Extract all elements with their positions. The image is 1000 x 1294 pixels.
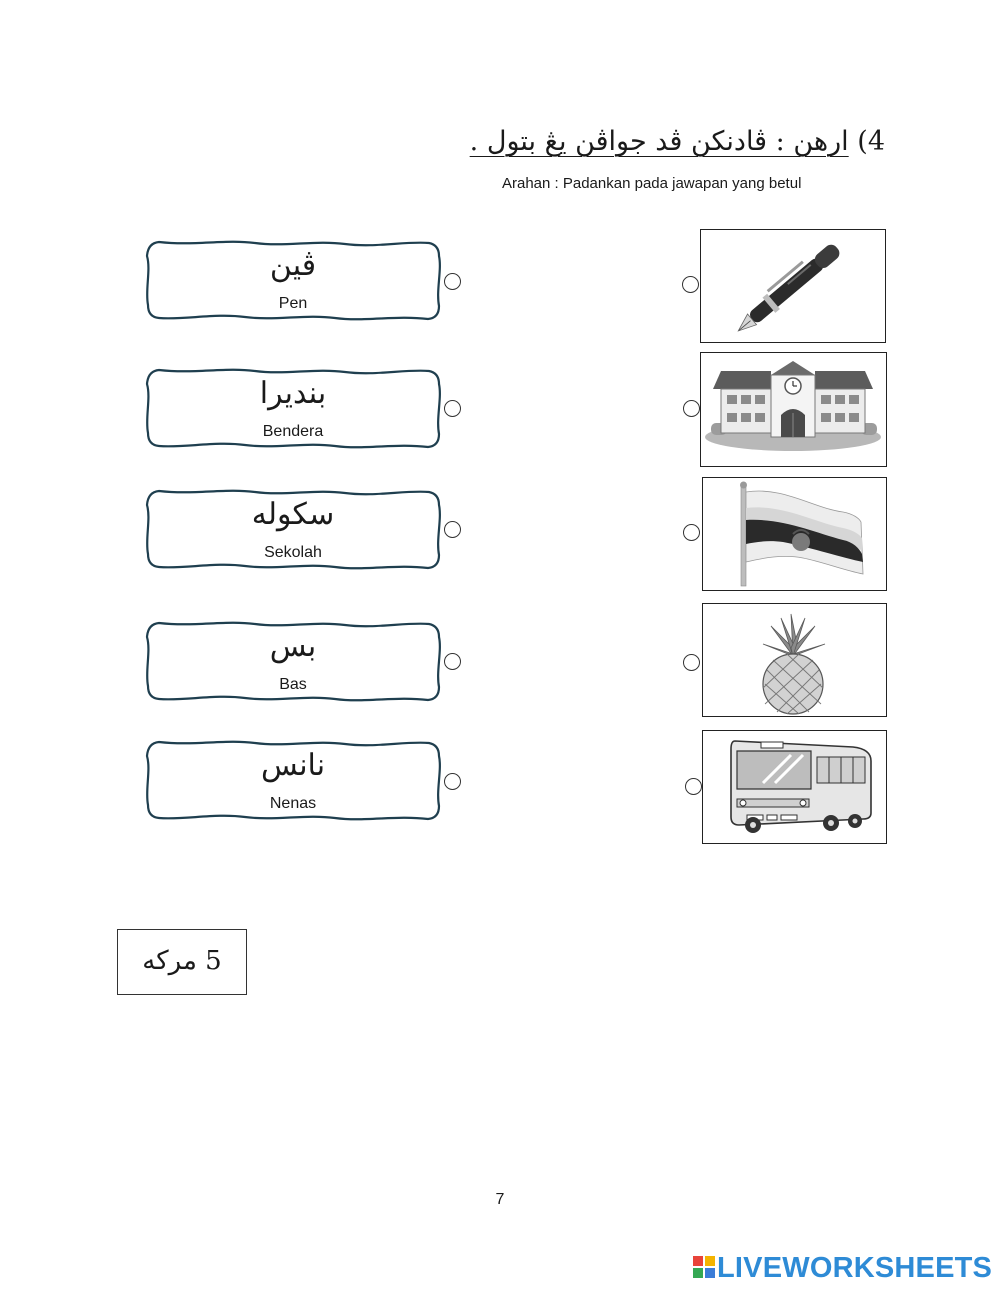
word-card-sekolah bbox=[145, 489, 441, 571]
word-jawi: نانس bbox=[260, 748, 326, 783]
picture-box-bus bbox=[702, 730, 887, 844]
word-jawi: ڤين bbox=[269, 248, 317, 283]
right-match-dot-4[interactable] bbox=[683, 654, 700, 671]
left-match-dot-2[interactable] bbox=[444, 400, 461, 417]
school-building-icon bbox=[701, 353, 885, 465]
word-rumi: Bendera bbox=[262, 423, 324, 440]
left-match-dot-1[interactable] bbox=[444, 273, 461, 290]
right-match-dot-3[interactable] bbox=[683, 524, 700, 541]
picture-box-flag bbox=[702, 477, 887, 591]
question-title bbox=[440, 118, 885, 166]
right-match-dot-5[interactable] bbox=[685, 778, 702, 795]
word-card-bas bbox=[145, 621, 441, 703]
question-number: 4) bbox=[857, 126, 885, 157]
word-card-pen bbox=[145, 240, 441, 322]
question-instruction-latin: Arahan : Padankan pada jawapan yang betul bbox=[502, 175, 802, 192]
word-rumi: Pen bbox=[278, 295, 308, 312]
right-match-dot-1[interactable] bbox=[682, 276, 699, 293]
left-match-dot-4[interactable] bbox=[444, 653, 461, 670]
question-instruction-jawi: ارهن : ڤادنكن ڤد جواڤن يڠ بتول . bbox=[469, 126, 849, 157]
page-number: 7 bbox=[495, 1191, 505, 1208]
logo-squares-icon bbox=[693, 1256, 715, 1278]
left-match-dot-5[interactable] bbox=[444, 773, 461, 790]
right-match-dot-2[interactable] bbox=[683, 400, 700, 417]
flag-icon bbox=[703, 478, 885, 589]
word-rumi: Nenas bbox=[269, 795, 317, 812]
left-match-dot-3[interactable] bbox=[444, 521, 461, 538]
bus-icon bbox=[703, 731, 885, 842]
marks-box: 5 مركه bbox=[117, 929, 247, 995]
picture-box-pineapple bbox=[702, 603, 887, 717]
pen-icon bbox=[701, 230, 884, 341]
word-rumi: Bas bbox=[279, 676, 307, 693]
brand-name: LIVEWORKSHEETS bbox=[717, 1252, 993, 1284]
picture-box-pen bbox=[700, 229, 886, 343]
word-jawi: سكوله bbox=[251, 497, 335, 532]
word-jawi: بنديرا bbox=[259, 376, 327, 411]
picture-box-school bbox=[700, 352, 887, 467]
word-rumi: Sekolah bbox=[264, 544, 322, 561]
word-jawi: بس bbox=[269, 629, 317, 664]
word-card-bendera bbox=[145, 368, 441, 450]
pineapple-icon bbox=[703, 604, 885, 715]
word-card-nenas bbox=[145, 740, 441, 822]
